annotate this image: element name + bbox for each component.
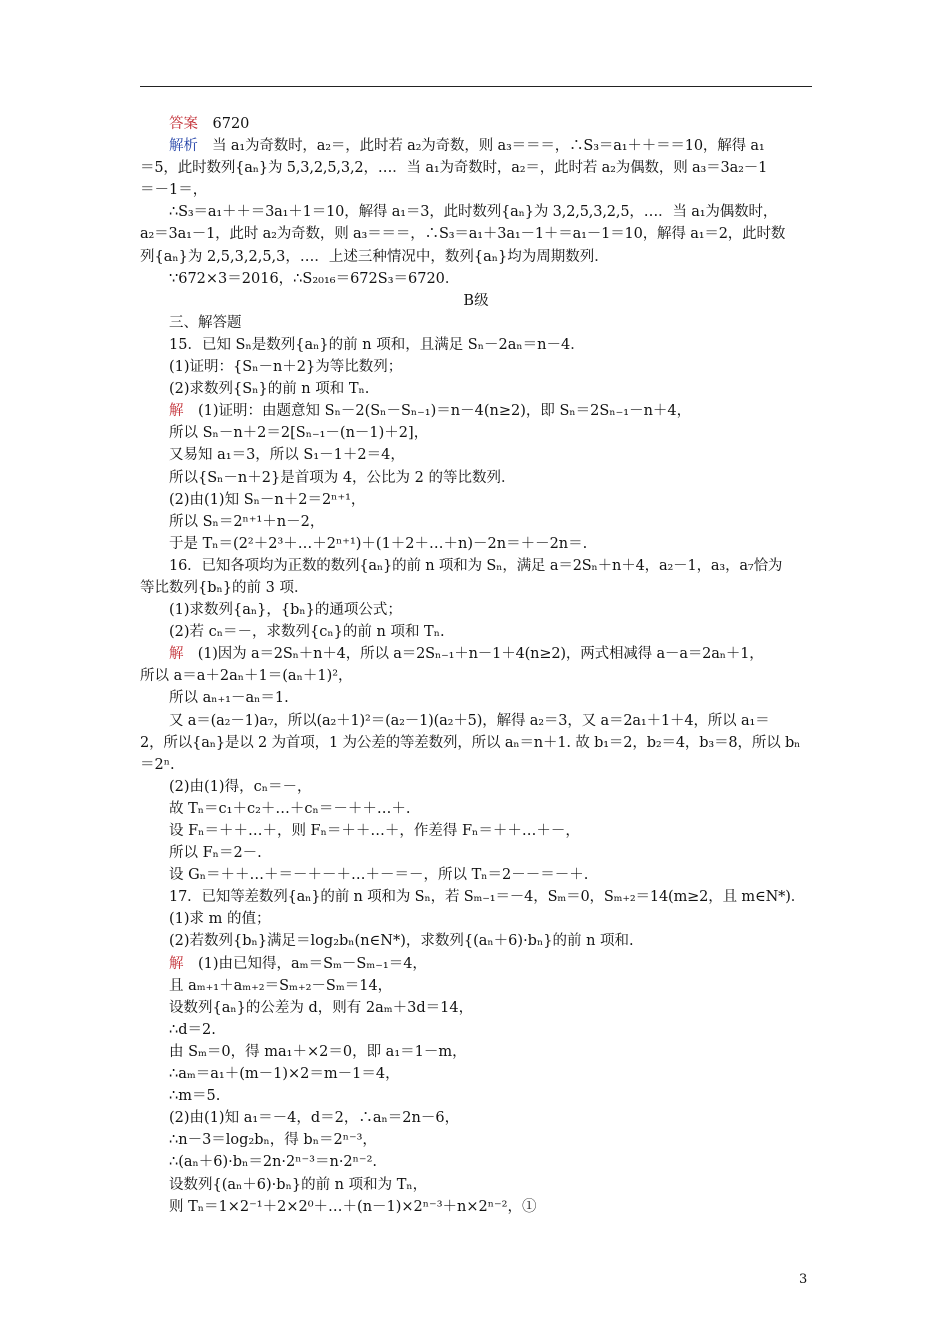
- s16-line-9: 设 Fₙ＝＋＋…＋，则 Fₙ＝＋＋…＋，作差得 Fₙ＝＋＋…＋－，: [169, 823, 580, 839]
- s16-line-6: ＝2ⁿ.: [140, 756, 175, 773]
- solution-tag: 解: [169, 955, 184, 972]
- s17-line-8: (2)由(1)知 a₁＝－4，d＝2，∴aₙ＝2n－6，: [169, 1110, 460, 1127]
- s17-line-1: 解 (1)由已知得，aₘ＝Sₘ－Sₘ₋₁＝4，: [169, 955, 427, 972]
- page-number: 3: [799, 1272, 808, 1287]
- answer-line: [140, 113, 812, 135]
- analysis-line-1: [140, 135, 812, 157]
- s17-line-10: ∴(aₙ＋6)·bₙ＝2n·2ⁿ⁻³＝n·2ⁿ⁻².: [169, 1154, 378, 1171]
- q15-part1: (1)证明：{Sₙ－n＋2}为等比数列；: [169, 359, 403, 376]
- s16-line-2: 所以 a＝a＋2aₙ＋1＝(aₙ＋1)²，: [140, 668, 353, 685]
- s16-line-3: 所以 aₙ₊₁－aₙ＝1.: [169, 690, 289, 707]
- analysis-line-4: ∴S₃＝a₁＋＋＝3a₁＋1＝10，解得 a₁＝3，此时数列{aₙ}为 3,2,5,3,2,5，…．当 a₁为偶数时，: [169, 204, 778, 221]
- s15-line-1: 解 (1)证明：由题意知 Sₙ－2(Sₙ－Sₙ₋₁)＝n－4(n≥2)，即 Sₙ＝2Sₙ₋₁－n＋4，: [169, 403, 692, 420]
- answer-value: 6720: [212, 116, 250, 132]
- s17-line-6: ∴aₘ＝a₁＋(m－1)×2＝m－1＝4，: [169, 1066, 400, 1083]
- q15-stem: 15．已知 Sₙ是数列{aₙ}的前 n 项和，且满足 Sₙ－2aₙ＝n－4．: [169, 336, 585, 353]
- s17-line-2: 且 aₘ₊₁＋aₘ₊₂＝Sₘ₊₂－Sₘ＝14，: [169, 977, 393, 994]
- s15-line-7: 于是 Tₙ＝(2²＋2³＋…＋2ⁿ⁺¹)＋(1＋2＋…＋n)－2n＝＋－2n＝.: [169, 535, 588, 552]
- s17-line-4: ∴d＝2.: [169, 1021, 216, 1038]
- s16-line-5: 2，所以{aₙ}是以 2 为首项，1 为公差的等差数列，所以 aₙ＝n＋1. 故 b₁＝2，b₂＝4，b₃＝8，所以 bₙ: [140, 734, 801, 751]
- level-heading: B级: [463, 292, 489, 309]
- q17-stem: 17．已知等差数列{aₙ}的前 n 项和为 Sₙ，若 Sₘ₋₁＝－4，Sₘ＝0，Sₘ₊₂＝14(m≥2，且 m∈N*)．: [169, 889, 806, 906]
- s17-line-12: 则 Tₙ＝1×2⁻¹＋2×2⁰＋…＋(n－1)×2ⁿ⁻³＋n×2ⁿ⁻²，①: [169, 1198, 537, 1215]
- analysis-line-3: ＝－1＝，: [140, 182, 208, 199]
- analysis-tag: 解析: [169, 138, 198, 155]
- q15-part2: (2)求数列{Sₙ}的前 n 项和 Tₙ.: [169, 381, 370, 398]
- q16-stem: 16．已知各项均为正数的数列{aₙ}的前 n 项和为 Sₙ，满足 a＝2Sₙ＋n＋4，a₂－1，a₃，a₇恰为: [169, 557, 783, 574]
- analysis-line-6: 列{aₙ}为 2,5,3,2,5,3，…．上述三种情况中，数列{aₙ}均为周期数列．: [140, 248, 609, 265]
- s15-line-3: 又易知 a₁＝3，所以 S₁－1＋2＝4，: [169, 447, 405, 464]
- s16-line-10: 所以 Fₙ＝2－.: [169, 845, 262, 862]
- q16-part1: (1)求数列{aₙ}，{bₙ}的通项公式；: [169, 602, 402, 619]
- s16-line-11: 设 Gₙ＝＋＋…＋＝－＋－＋…＋－＝－，所以 Tₙ＝2－－＝－＋.: [169, 867, 589, 884]
- solution-tag: 解: [169, 403, 184, 420]
- s17-line-5: 由 Sₘ＝0，得 ma₁＋×2＝0，即 a₁＝1－m，: [169, 1043, 467, 1060]
- s16-line-8: 故 Tₙ＝c₁＋c₂＋…＋cₙ＝－＋＋…＋.: [169, 800, 411, 817]
- analysis-text-1: 当 a₁为奇数时，a₂＝，此时若 a₂为奇数，则 a₃＝＝＝，∴S₃＝a₁＋＋＝＝10，解得 a₁: [212, 138, 765, 155]
- solution-tag: 解: [169, 646, 184, 663]
- analysis-line-2: ＝5，此时数列{aₙ}为 5,3,2,5,3,2，…．当 a₁为奇数时，a₂＝，此时若 a₂为偶数，则 a₃＝3a₂－1: [140, 160, 768, 177]
- s17-line-7: ∴m＝5.: [169, 1088, 221, 1105]
- document-body: [140, 113, 812, 1218]
- q17-part2: (2)若数列{bₙ}满足＝log₂bₙ(n∈N*)，求数列{(aₙ＋6)·bₙ}的前 n 项和.: [169, 933, 634, 950]
- s17-line-9: ∴n－3＝log₂bₙ，得 bₙ＝2ⁿ⁻³，: [169, 1132, 377, 1149]
- analysis-line-5: a₂＝3a₁－1，此时 a₂为奇数，则 a₃＝＝＝，∴S₃＝a₁＋3a₁－1＋＝a₁－1＝10，解得 a₁＝2，此时数: [140, 226, 786, 243]
- s17-line-11: 设数列{(aₙ＋6)·bₙ}的前 n 项和为 Tₙ，: [169, 1176, 428, 1193]
- s15-line-2: 所以 Sₙ－n＋2＝2[Sₙ₋₁－(n－1)＋2]，: [169, 425, 429, 442]
- s15-line-5: (2)由(1)知 Sₙ－n＋2＝2ⁿ⁺¹，: [169, 491, 366, 508]
- s15-line-4: 所以{Sₙ－n＋2}是首项为 4，公比为 2 的等比数列．: [169, 469, 516, 486]
- s16-line-4: 又 a＝(a₂－1)a₇，所以(a₂＋1)²＝(a₂－1)(a₂＋5)，解得 a₂＝3，又 a＝2a₁＋1＋4，所以 a₁＝: [169, 712, 770, 729]
- q16-part2: (2)若 cₙ＝－，求数列{cₙ}的前 n 项和 Tₙ.: [169, 624, 445, 641]
- s15-line-6: 所以 Sₙ＝2ⁿ⁺¹＋n－2，: [169, 513, 325, 530]
- s17-line-3: 设数列{aₙ}的公差为 d，则有 2aₘ＋3d＝14，: [169, 999, 474, 1016]
- q16-stem-cont: 等比数列{bₙ}的前 3 项．: [140, 579, 309, 596]
- s16-line-7: (2)由(1)得，cₙ＝－，: [169, 778, 312, 795]
- header-rule: [140, 86, 812, 87]
- section-heading: 三、解答题: [169, 314, 242, 331]
- analysis-line-7: ∵672×3＝2016，∴S₂₀₁₆＝672S₃＝6720．: [169, 270, 460, 287]
- answer-tag: 答案: [169, 116, 198, 132]
- q17-part1: (1)求 m 的值；: [169, 911, 271, 928]
- s16-line-1: 解 (1)因为 a＝2Sₙ＋n＋4，所以 a＝2Sₙ₋₁＋n－1＋4(n≥2)，两式相减得 a－a＝2aₙ＋1，: [169, 646, 764, 663]
